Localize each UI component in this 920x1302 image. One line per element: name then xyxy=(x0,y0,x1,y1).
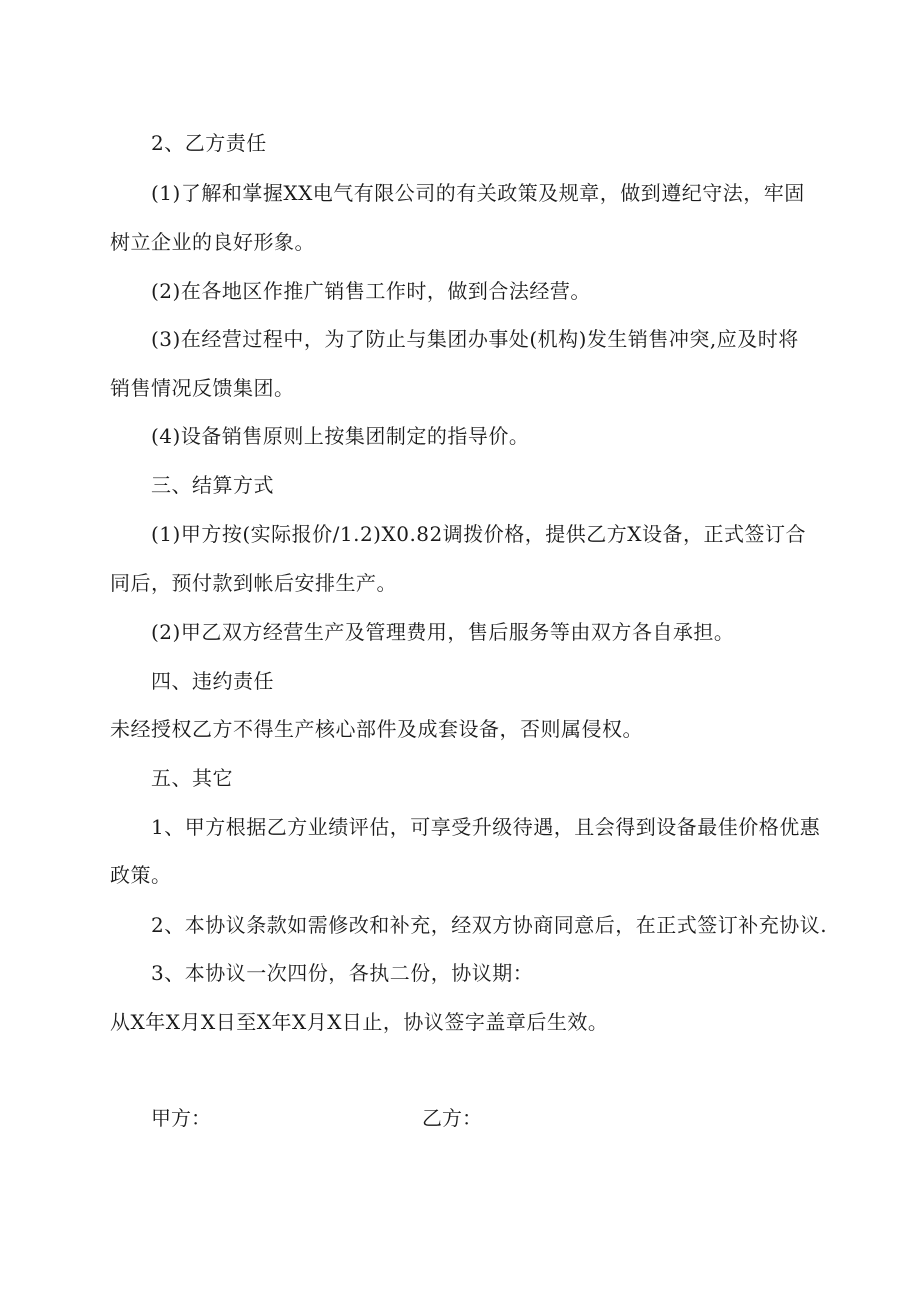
item-5-4: 从X年X月X日至X年X月X日止，协议签字盖章后生效。 xyxy=(110,1010,609,1034)
item-5-1-line1: 1、甲方根据乙方业绩评估，可享受升级待遇，且会得到设备最佳价格优惠 xyxy=(151,815,821,839)
item-3-2: (2)甲乙双方经营生产及管理费用，售后服务等由双方各自承担。 xyxy=(151,620,735,644)
section-2-heading: 2、乙方责任 xyxy=(151,131,267,155)
item-5-3: 3、本协议一次四份，各执二份，协议期： xyxy=(151,961,534,985)
party-b-signature-label: 乙方： xyxy=(422,1106,482,1130)
item-2-3-line2: 销售情况反馈集团。 xyxy=(110,376,295,400)
item-2-1-line1: (1)了解和掌握XX电气有限公司的有关政策及规章，做到遵纪守法，牢固 xyxy=(151,181,805,205)
item-4-text: 未经授权乙方不得生产核心部件及成套设备，否则属侵权。 xyxy=(110,717,643,741)
item-3-1-line2: 同后，预付款到帐后安排生产。 xyxy=(110,571,397,595)
section-4-heading: 四、违约责任 xyxy=(151,669,274,693)
item-5-2: 2、本协议条款如需修改和补充，经双方协商同意后，在正式签订补充协议. xyxy=(151,913,828,937)
item-3-1-line1: (1)甲方按(实际报价/1.2)X0.82调拨价格，提供乙方X设备，正式签订合 xyxy=(151,522,806,546)
party-a-signature-label: 甲方： xyxy=(151,1106,211,1130)
item-2-3-line1: (3)在经营过程中，为了防止与集团办事处(机构)发生销售冲突,应及时将 xyxy=(151,327,799,351)
item-5-1-line2: 政策。 xyxy=(110,863,172,887)
section-5-heading: 五、其它 xyxy=(151,766,233,790)
item-2-2: (2)在各地区作推广销售工作时，做到合法经营。 xyxy=(151,279,591,303)
section-3-heading: 三、结算方式 xyxy=(151,473,274,497)
item-2-1-line2: 树立企业的良好形象。 xyxy=(110,230,315,254)
item-2-4: (4)设备销售原则上按集团制定的指导价。 xyxy=(151,424,530,448)
